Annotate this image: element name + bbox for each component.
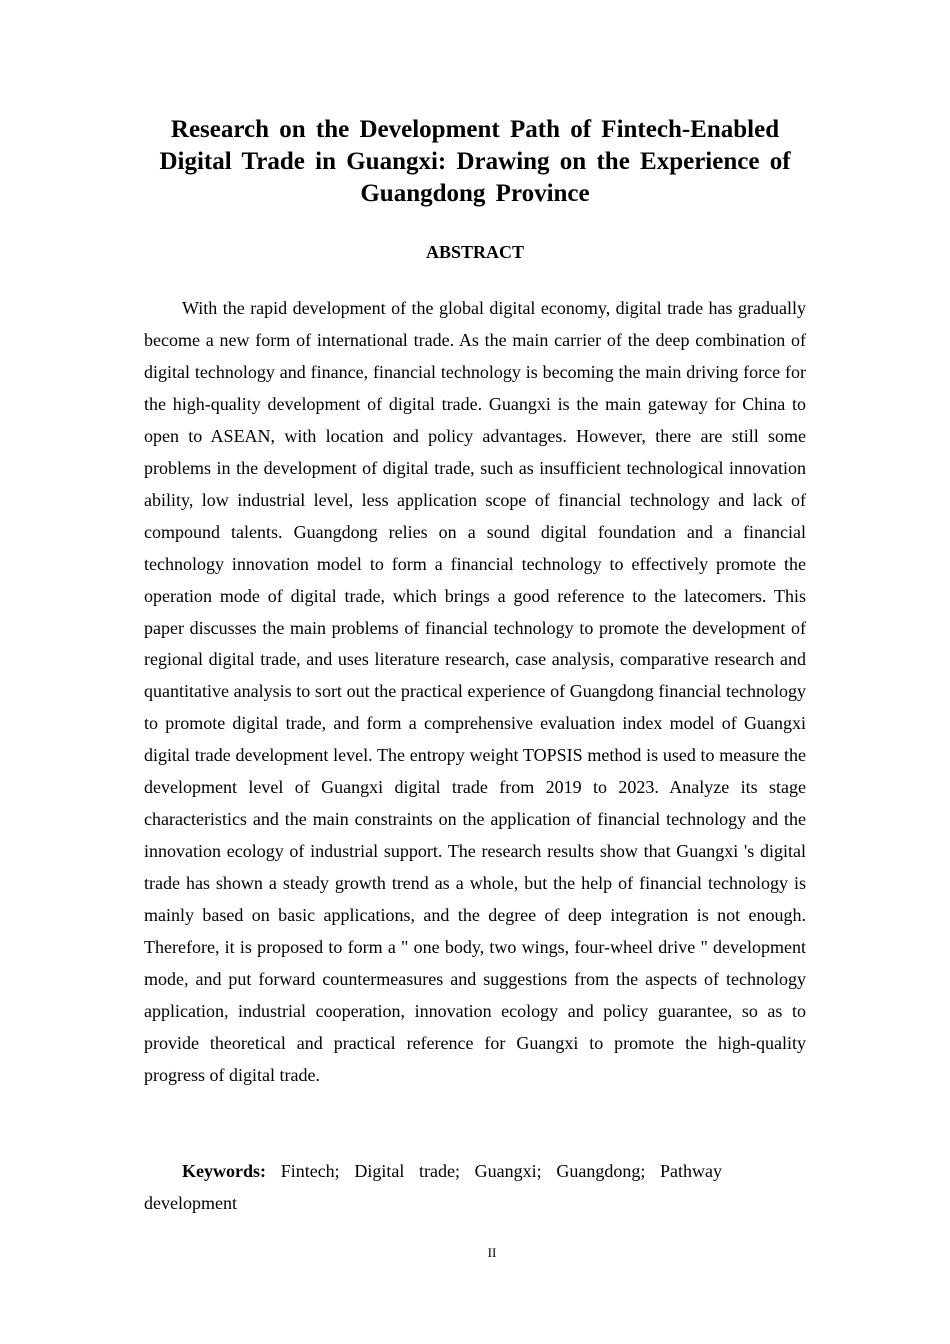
keywords-paragraph — [144, 1155, 722, 1219]
keywords-list: Fintech; Digital trade; Guangxi; Guangdong; Pathway development — [144, 1161, 723, 1213]
page-number: II — [487, 1245, 497, 1260]
keywords-label: Keywords: — [182, 1161, 266, 1181]
paper-title: Research on the Development Path of Fintech-Enabled Digital Trade in Guangxi: Drawing on the Experience of Guangdong Province — [159, 116, 791, 207]
abstract-heading: ABSTRACT — [425, 242, 525, 262]
abstract-body: With the rapid development of the global digital economy, digital trade has gradually become a new form of international trade. As the main carrier of the deep combination of digital technology and finance, financial technology is becoming the main driving force for the high-quality development of digital trade. Guangxi is the main gateway for China to open to ASEAN, with location and policy advantages. However, there are still some problems in the development of digital trade, such as insufficient technological innovation ability, low industrial level, less application scope of financial technology and lack of compound talents. Guangdong relies on a sound digital foundation and a financial technology innovation model to form a financial technology to effectively promote the operation mode of digital trade, which brings a good reference to the latecomers. This paper discusses the main problems of financial technology to promote the development of regional digital trade, and uses literature research, case analysis, comparative research and quantitative analysis to sort out the practical experience of Guangdong financial technology to promote digital trade, and form a comprehensive evaluation index model of Guangxi digital trade development level. The entropy weight TOPSIS method is used to measure the development level of Guangxi digital trade from 2019 to 2023. Analyze its stage characteristics and the main constraints on the application of financial technology and the innovation ecology of industrial support. The research results show that Guangxi 's digital trade has shown a steady growth trend as a whole, but the help of financial technology is mainly based on basic applications, and the degree of deep integration is not enough. Therefore, it is proposed to form a " one body, two wings, four-wheel drive " development mode, and put forward countermeasures and suggestions from the aspects of technology application, industrial cooperation, innovation ecology and policy guarantee, so as to provide theoretical and practical reference for Guangxi to promote the high-quality progress of digital trade. — [144, 298, 806, 1085]
